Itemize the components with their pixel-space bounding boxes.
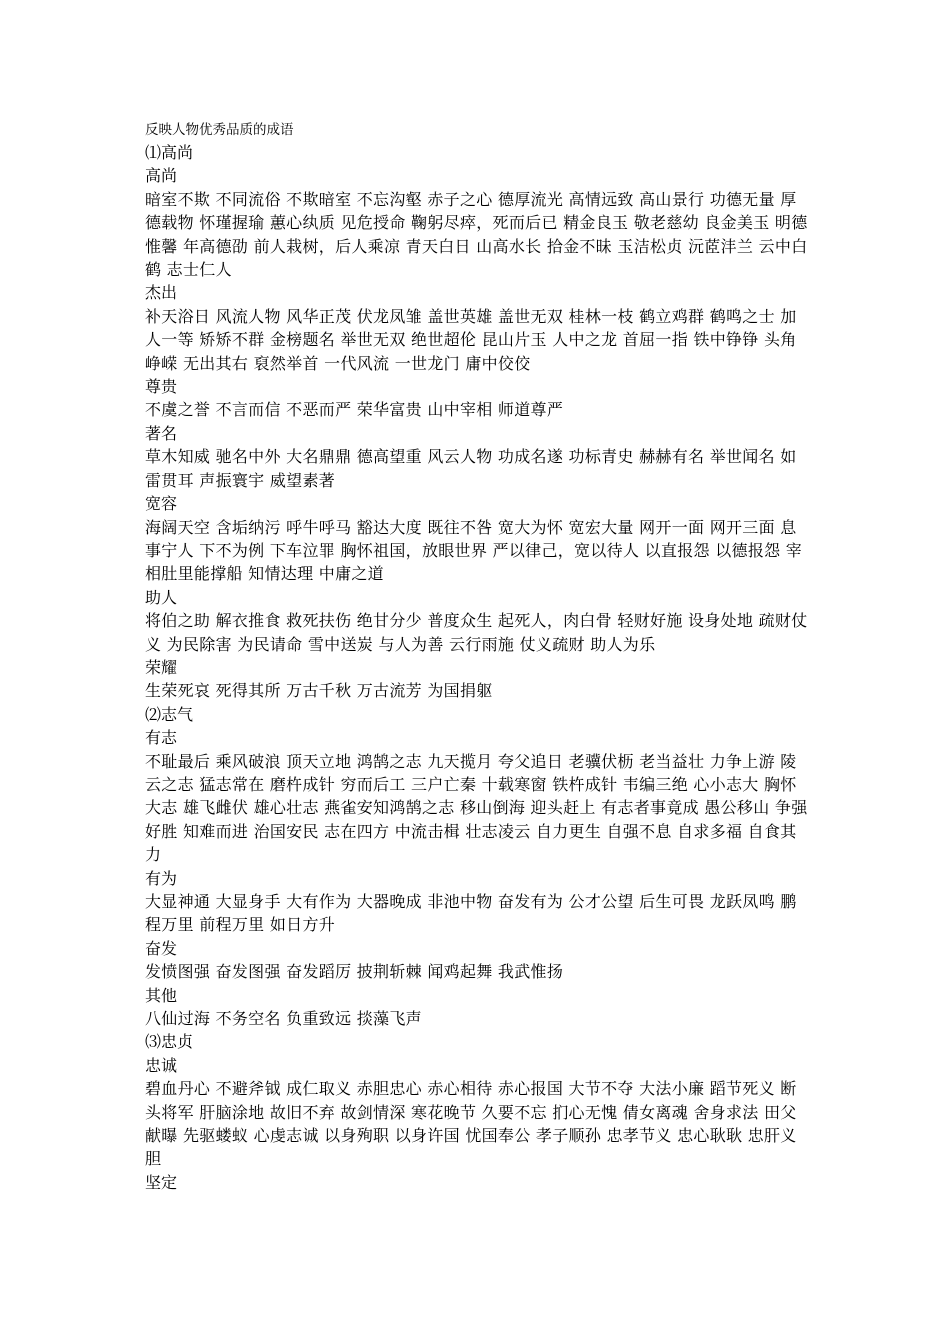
idiom-list: 发愤图强 奋发图强 奋发蹈厉 披荆斩棘 闻鸡起舞 我武惟扬 [145, 962, 564, 982]
idiom-list: 不耻最后 乘风破浪 顶天立地 鸿鹄之志 九天揽月 夸父追日 老骥伏枥 老当益壮 力争上游 陵云之志 猛志常在 磨杵成针 穷而后工 三户亡秦 十载寒窗 铁杵成针 韦编三绝 心小志大 胸怀大志 雄飞雌伏 雄心壮志 燕雀安知鸿鹄之志 移山倒海 迎头赶上 有志者事竟成 愚公移山 争强好胜 知难而进 治国安民 志在四方 中流击楫 壮志凌云 自力更生 自强不息 自求多福 自食其力 [145, 751, 808, 865]
group-label: 有志 [145, 728, 178, 748]
idiom-list: 海阔天空 含垢纳污 呼牛呼马 豁达大度 既往不咎 宽大为怀 宽宏大量 网开一面 网开三面 息事宁人 下不为例 下车泣罪 胸怀祖国，放眼世界 严以律己，宽以待人 以直报怨 以德报怨 宰相肚里能撑船 知情达理 中庸之道 [145, 517, 803, 584]
idiom-list: 补天浴日 风流人物 风华正茂 伏龙凤雏 盖世英雄 盖世无双 桂林一枝 鹤立鸡群 鹤鸣之士 加人一等 矫矫不群 金榜题名 举世无双 绝世超伦 昆山片玉 人中之龙 首屈一指 铁中铮铮 头角峥嵘 无出其右 裒然举首 一代风流 一世龙门 庸中佼佼 [145, 306, 797, 373]
idiom-list: 暗室不欺 不同流俗 不欺暗室 不忘沟壑 赤子之心 德厚流光 高情远致 高山景行 功德无量 厚德载物 怀瑾握瑜 蕙心纨质 见危授命 鞠躬尽瘁，死而后已 精金良玉 敬老慈幼 良金美玉 明德惟馨 年高德劭 前人栽树，后人乘凉 青天白日 山高水长 拾金不昧 玉洁松贞 沅茝沣兰 云中白鹤 志士仁人 [145, 189, 808, 280]
idiom-list: 碧血丹心 不避斧钺 成仁取义 赤胆忠心 赤心相待 赤心报国 大节不夺 大法小廉 蹈节死义 断头将军 肝脑涂地 故旧不弃 故剑情深 寒花晚节 久要不忘 扪心无愧 倩女离魂 舍身求法 田父献曝 先驱蝼蚁 心虔志诚 以身殉职 以身许国 忧国奉公 孝子顺孙 忠孝节义 忠心耿耿 忠肝义胆 [145, 1079, 797, 1169]
group-label: 著名 [145, 423, 178, 443]
group-label: 宽容 [145, 494, 178, 514]
idiom-list: 草木知威 驰名中外 大名鼎鼎 德高望重 风云人物 功成名遂 功标青史 赫赫有名 举世闻名 如雷贯耳 声振寰宇 威望素著 [145, 447, 797, 490]
group-label: 坚定 [145, 1172, 178, 1192]
group-label: 其他 [145, 985, 178, 1005]
group-label: 尊贵 [145, 377, 178, 397]
idiom-list: 大显神通 大显身手 大有作为 大器晚成 非池中物 奋发有为 公才公望 后生可畏 龙跃凤鸣 鹏程万里 前程万里 如日方升 [145, 892, 797, 935]
group-label: 助人 [145, 587, 178, 607]
document-title: 反映人物优秀品质的成语 [145, 122, 294, 138]
idiom-list: 将伯之助 解衣推食 救死扶伤 绝甘分少 普度众生 起死人，肉白骨 轻财好施 设身处地 疏财仗义 为民除害 为民请命 雪中送炭 与人为善 云行雨施 仗义疏财 助人为乐 [145, 611, 808, 654]
section-heading: ⑴高尚 [145, 143, 194, 162]
document-page [145, 119, 810, 1194]
group-label: 忠诚 [145, 1055, 178, 1075]
group-label: 奋发 [145, 938, 178, 958]
group-label: 有为 [145, 868, 178, 888]
section-heading: ⑵志气 [145, 704, 194, 724]
group-label: 高尚 [145, 166, 178, 186]
idiom-list: 八仙过海 不务空名 负重致远 掞藻飞声 [145, 1009, 422, 1029]
section-heading: ⑶忠贞 [145, 1032, 194, 1052]
group-label: 杰出 [145, 283, 178, 303]
idiom-list: 生荣死哀 死得其所 万古千秋 万古流芳 为国捐躯 [145, 681, 493, 701]
idiom-list: 不虞之誉 不言而信 不恶而严 荣华富贵 山中宰相 师道尊严 [145, 400, 564, 420]
group-label: 荣耀 [145, 657, 178, 677]
